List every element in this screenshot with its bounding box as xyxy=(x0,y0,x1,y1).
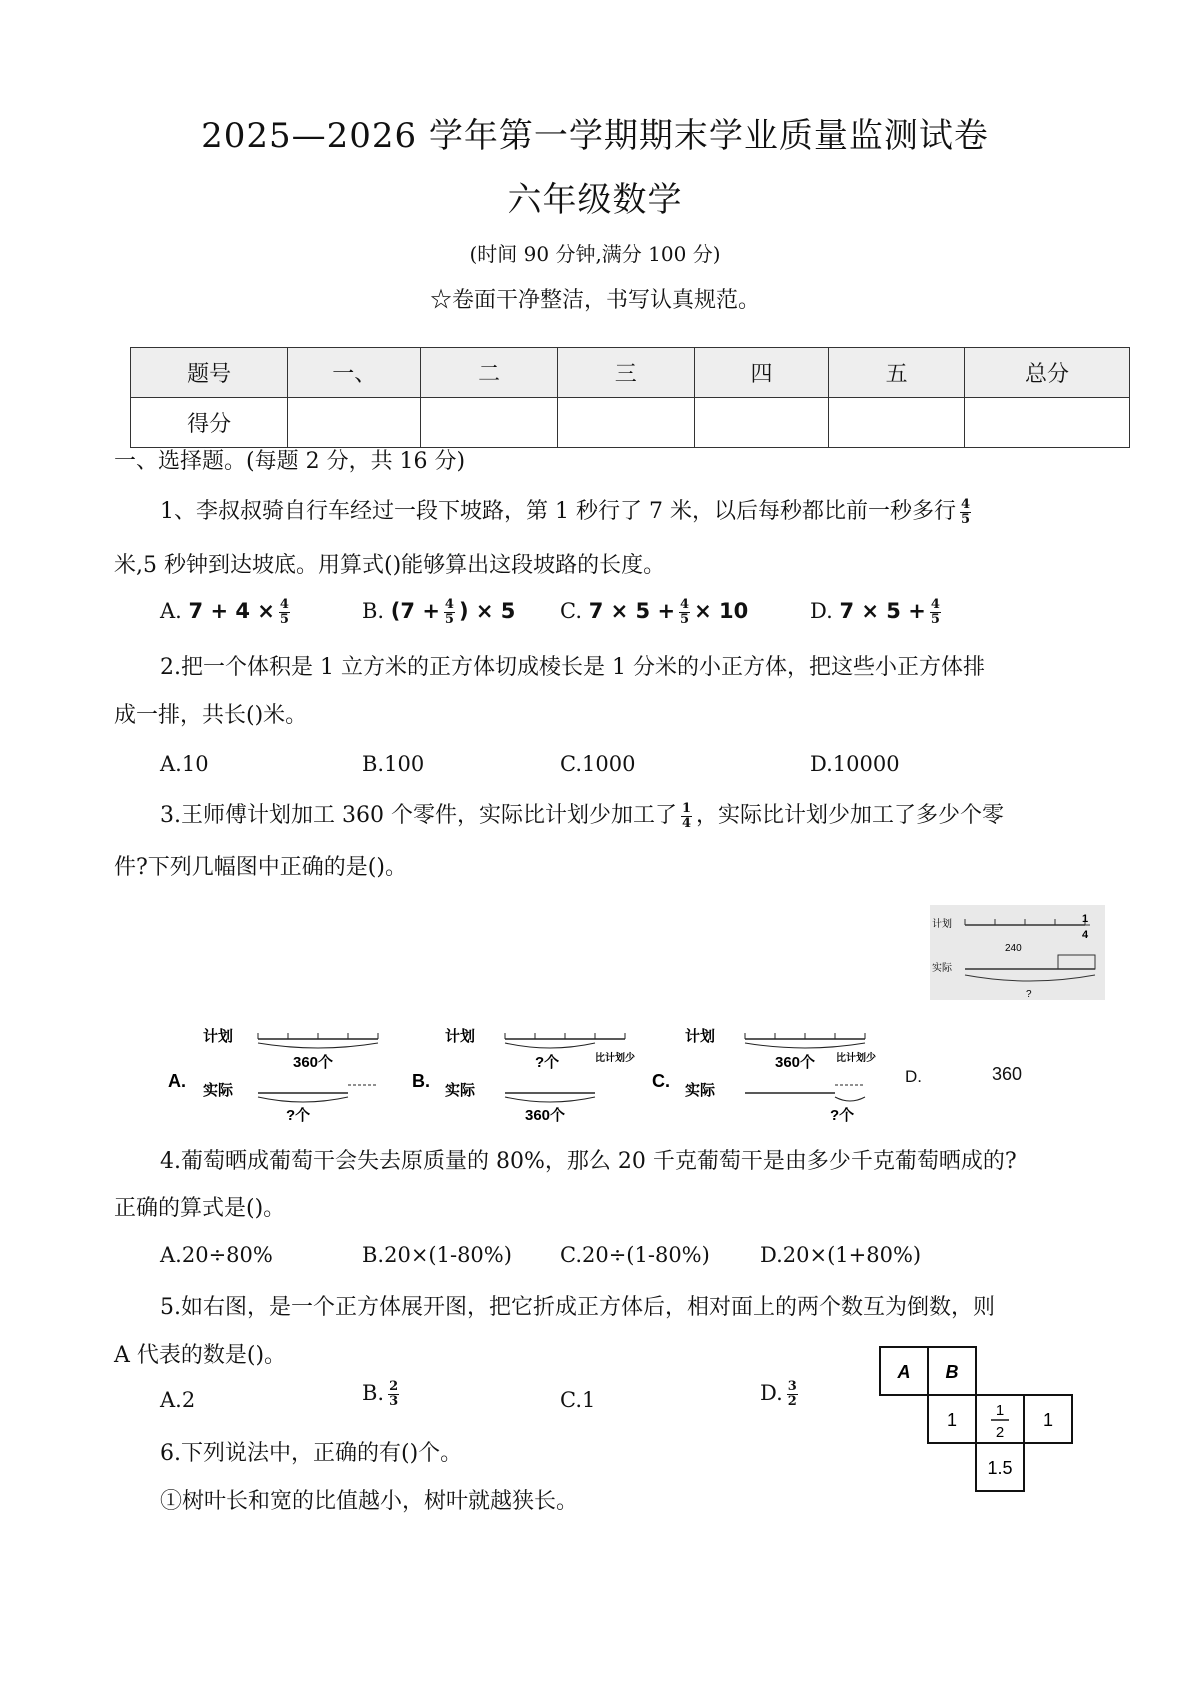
frac-numerator: 4 xyxy=(279,597,289,612)
option-label: D. xyxy=(810,599,833,623)
net-label-15: 1.5 xyxy=(987,1458,1013,1478)
diagram-frac-num: 1 xyxy=(1082,913,1089,925)
q4-option-d[interactable]: D.20×(1+80%) xyxy=(760,1243,922,1267)
option-letter: B. xyxy=(412,1071,430,1091)
q5-option-d[interactable] xyxy=(760,1380,802,1409)
net-half-num: 1 xyxy=(995,1402,1005,1419)
q3-line1-post: ，实际比计划少加工了多少个零 xyxy=(696,803,1005,828)
q4-text-line1: 4.葡萄晒成葡萄干会失去原质量的 80%，那么 20 千克葡萄干是由多少千克葡萄晒成的? xyxy=(160,1149,1017,1174)
q3-reference-diagram xyxy=(930,905,1105,1000)
option-expression: 7 × 5 + xyxy=(839,599,926,623)
option-label: B. xyxy=(362,1381,385,1405)
score-table xyxy=(130,347,1130,448)
score-input-cell[interactable] xyxy=(829,398,965,448)
score-header-cell: 一、 xyxy=(288,348,421,398)
option-label: C. xyxy=(560,599,582,623)
frac-numerator: 2 xyxy=(389,1379,399,1394)
net-label-1: 1 xyxy=(946,1410,958,1430)
score-input-cell[interactable] xyxy=(421,398,558,448)
label-360: 360个 xyxy=(525,1107,566,1124)
score-header-cell: 三 xyxy=(557,348,694,398)
label-360: 360个 xyxy=(775,1054,816,1071)
actual-label: 实际 xyxy=(203,1082,234,1099)
q3-text-line2: 件?下列几幅图中正确的是()。 xyxy=(114,855,407,880)
brace xyxy=(505,1097,595,1102)
q4-text-line2: 正确的算式是()。 xyxy=(114,1196,286,1221)
brace xyxy=(835,1097,865,1101)
option-fraction xyxy=(787,1380,798,1409)
q1-option-b[interactable] xyxy=(362,598,515,627)
label-q: ?个 xyxy=(830,1107,855,1124)
q1-option-d[interactable] xyxy=(810,598,945,627)
plan-label: 计划 xyxy=(203,1028,234,1045)
q1-fraction xyxy=(960,498,971,527)
option-fraction xyxy=(279,598,290,627)
diagram-actual-label: 实际 xyxy=(932,963,952,974)
frac-denominator: 5 xyxy=(930,612,940,627)
q5-option-c[interactable]: C.1 xyxy=(560,1388,596,1412)
frac-numerator: 3 xyxy=(787,1379,797,1394)
frac-denominator: 4 xyxy=(681,815,692,831)
option-expression: (7 + xyxy=(390,599,440,623)
q3-option-a-diagram[interactable] xyxy=(168,1025,388,1125)
option-fraction xyxy=(444,598,455,627)
q2-text-line2: 成一排，共长()米。 xyxy=(114,703,308,728)
option-label: B. xyxy=(362,599,385,623)
q2-option-c[interactable]: C.1000 xyxy=(560,752,636,776)
q1-option-a[interactable] xyxy=(160,598,294,627)
brace xyxy=(258,1097,348,1102)
exam-time-info: (时间 90 分钟,满分 100 分) xyxy=(469,242,721,266)
option-expression: × 10 xyxy=(694,599,749,623)
q3-fraction xyxy=(681,802,692,831)
q3-option-b-diagram[interactable] xyxy=(410,1025,640,1125)
option-expression: 7 × 5 + xyxy=(588,599,676,623)
q3-line1-pre: 3.王师傅计划加工 360 个零件，实际比计划少加工了 xyxy=(160,803,677,828)
diagram-frac-den: 4 xyxy=(1082,929,1089,941)
q2-option-b[interactable]: B.100 xyxy=(362,752,425,776)
q3-option-d-value: 360 xyxy=(992,1064,1023,1084)
q2-option-d[interactable]: D.10000 xyxy=(810,752,900,776)
diagram-plan-label: 计划 xyxy=(932,919,952,930)
q5-option-b[interactable] xyxy=(362,1380,403,1409)
frac-numerator: 1 xyxy=(681,800,692,816)
option-letter: C. xyxy=(652,1071,670,1091)
exam-note: ☆卷面干净整洁，书写认真规范。 xyxy=(429,288,760,313)
score-header-cell: 二 xyxy=(421,348,558,398)
plan-label: 计划 xyxy=(445,1028,476,1045)
q2-option-a[interactable]: A.10 xyxy=(160,752,209,776)
q5-text-line1: 5.如右图，是一个正方体展开图，把它折成正方体后，相对面上的两个数互为倒数，则 xyxy=(160,1295,995,1320)
plan-label: 计划 xyxy=(685,1028,716,1045)
frac-numerator: 4 xyxy=(960,496,971,512)
score-input-cell[interactable] xyxy=(557,398,694,448)
label-360: 360个 xyxy=(293,1054,334,1071)
frac-denominator: 2 xyxy=(787,1394,797,1409)
q1-option-c[interactable] xyxy=(560,598,748,627)
label-less: 比计划少 xyxy=(836,1053,876,1064)
option-label: A. xyxy=(160,599,182,623)
frac-denominator: 3 xyxy=(389,1394,399,1409)
option-letter: A. xyxy=(168,1071,186,1091)
score-header-cell: 四 xyxy=(694,348,829,398)
q3-option-d[interactable]: D. xyxy=(905,1067,922,1086)
option-fraction xyxy=(930,598,941,627)
score-row-label: 得分 xyxy=(131,398,288,448)
actual-label: 实际 xyxy=(685,1082,716,1099)
net-label-b: B xyxy=(945,1362,959,1382)
q1-line1: 1、李叔叔骑自行车经过一段下坡路，第 1 秒行了 7 米，以后每秒都比前一秒多行 xyxy=(160,499,956,524)
net-half-den: 2 xyxy=(995,1424,1005,1441)
actual-label: 实际 xyxy=(445,1082,476,1099)
score-input-cell[interactable] xyxy=(694,398,829,448)
brace xyxy=(258,1043,378,1048)
score-header-cell: 总分 xyxy=(964,348,1129,398)
frac-numerator: 4 xyxy=(444,597,454,612)
label-q: ?个 xyxy=(286,1107,311,1124)
frac-denominator: 5 xyxy=(279,612,289,627)
frac-denominator: 5 xyxy=(680,612,690,627)
score-input-cell[interactable] xyxy=(288,398,421,448)
brace xyxy=(505,1043,595,1048)
q6-item-1: ①树叶长和宽的比值越小，树叶就越狭长。 xyxy=(160,1489,579,1514)
diagram-question: ? xyxy=(1026,989,1032,1000)
exam-subject: 六年级数学 xyxy=(507,180,683,220)
q3-text-line1 xyxy=(160,800,1004,832)
net-label-a: A xyxy=(897,1362,911,1382)
brace xyxy=(745,1043,865,1048)
option-label: D. xyxy=(760,1381,783,1405)
section-heading: 一、选择题。(每题 2 分，共 16 分) xyxy=(114,449,466,474)
net-label-1b: 1 xyxy=(1042,1410,1054,1430)
frac-numerator: 4 xyxy=(680,597,690,612)
q1-text-line2: 米,5 秒钟到达坡底。用算式()能够算出这段坡路的长度。 xyxy=(114,553,666,578)
option-expression: ) × 5 xyxy=(458,599,516,623)
q5-text-line2: A 代表的数是()。 xyxy=(114,1343,287,1368)
frac-denominator: 5 xyxy=(444,612,454,627)
cube-net-diagram xyxy=(878,1345,1078,1495)
label-less: 比计划少 xyxy=(595,1053,635,1064)
option-expression: 7 + 4 × xyxy=(188,599,275,623)
q4-option-b[interactable]: B.20×(1-80%) xyxy=(362,1243,512,1267)
q3-option-c-diagram[interactable] xyxy=(650,1025,880,1125)
option-fraction xyxy=(679,598,690,627)
label-q: ?个 xyxy=(535,1054,560,1071)
q4-option-a[interactable]: A.20÷80% xyxy=(160,1243,273,1267)
score-header-cell: 五 xyxy=(829,348,965,398)
q5-option-a[interactable]: A.2 xyxy=(160,1388,196,1412)
q4-option-c[interactable]: C.20÷(1-80%) xyxy=(560,1243,710,1267)
q6-text-line1: 6.下列说法中，正确的有()个。 xyxy=(160,1441,463,1466)
option-fraction xyxy=(388,1380,399,1409)
diagram-240: 240 xyxy=(1005,943,1022,954)
frac-numerator: 4 xyxy=(930,597,940,612)
q1-text-line1 xyxy=(160,496,975,528)
frac-denominator: 5 xyxy=(960,511,971,527)
q2-text-line1: 2.把一个体积是 1 立方米的正方体切成棱长是 1 分米的小正方体，把这些小正方体排 xyxy=(160,655,985,680)
score-header-cell: 题号 xyxy=(131,348,288,398)
score-input-cell[interactable] xyxy=(964,398,1129,448)
exam-title: 2025—2026 学年第一学期期末学业质量监测试卷 xyxy=(201,116,989,156)
